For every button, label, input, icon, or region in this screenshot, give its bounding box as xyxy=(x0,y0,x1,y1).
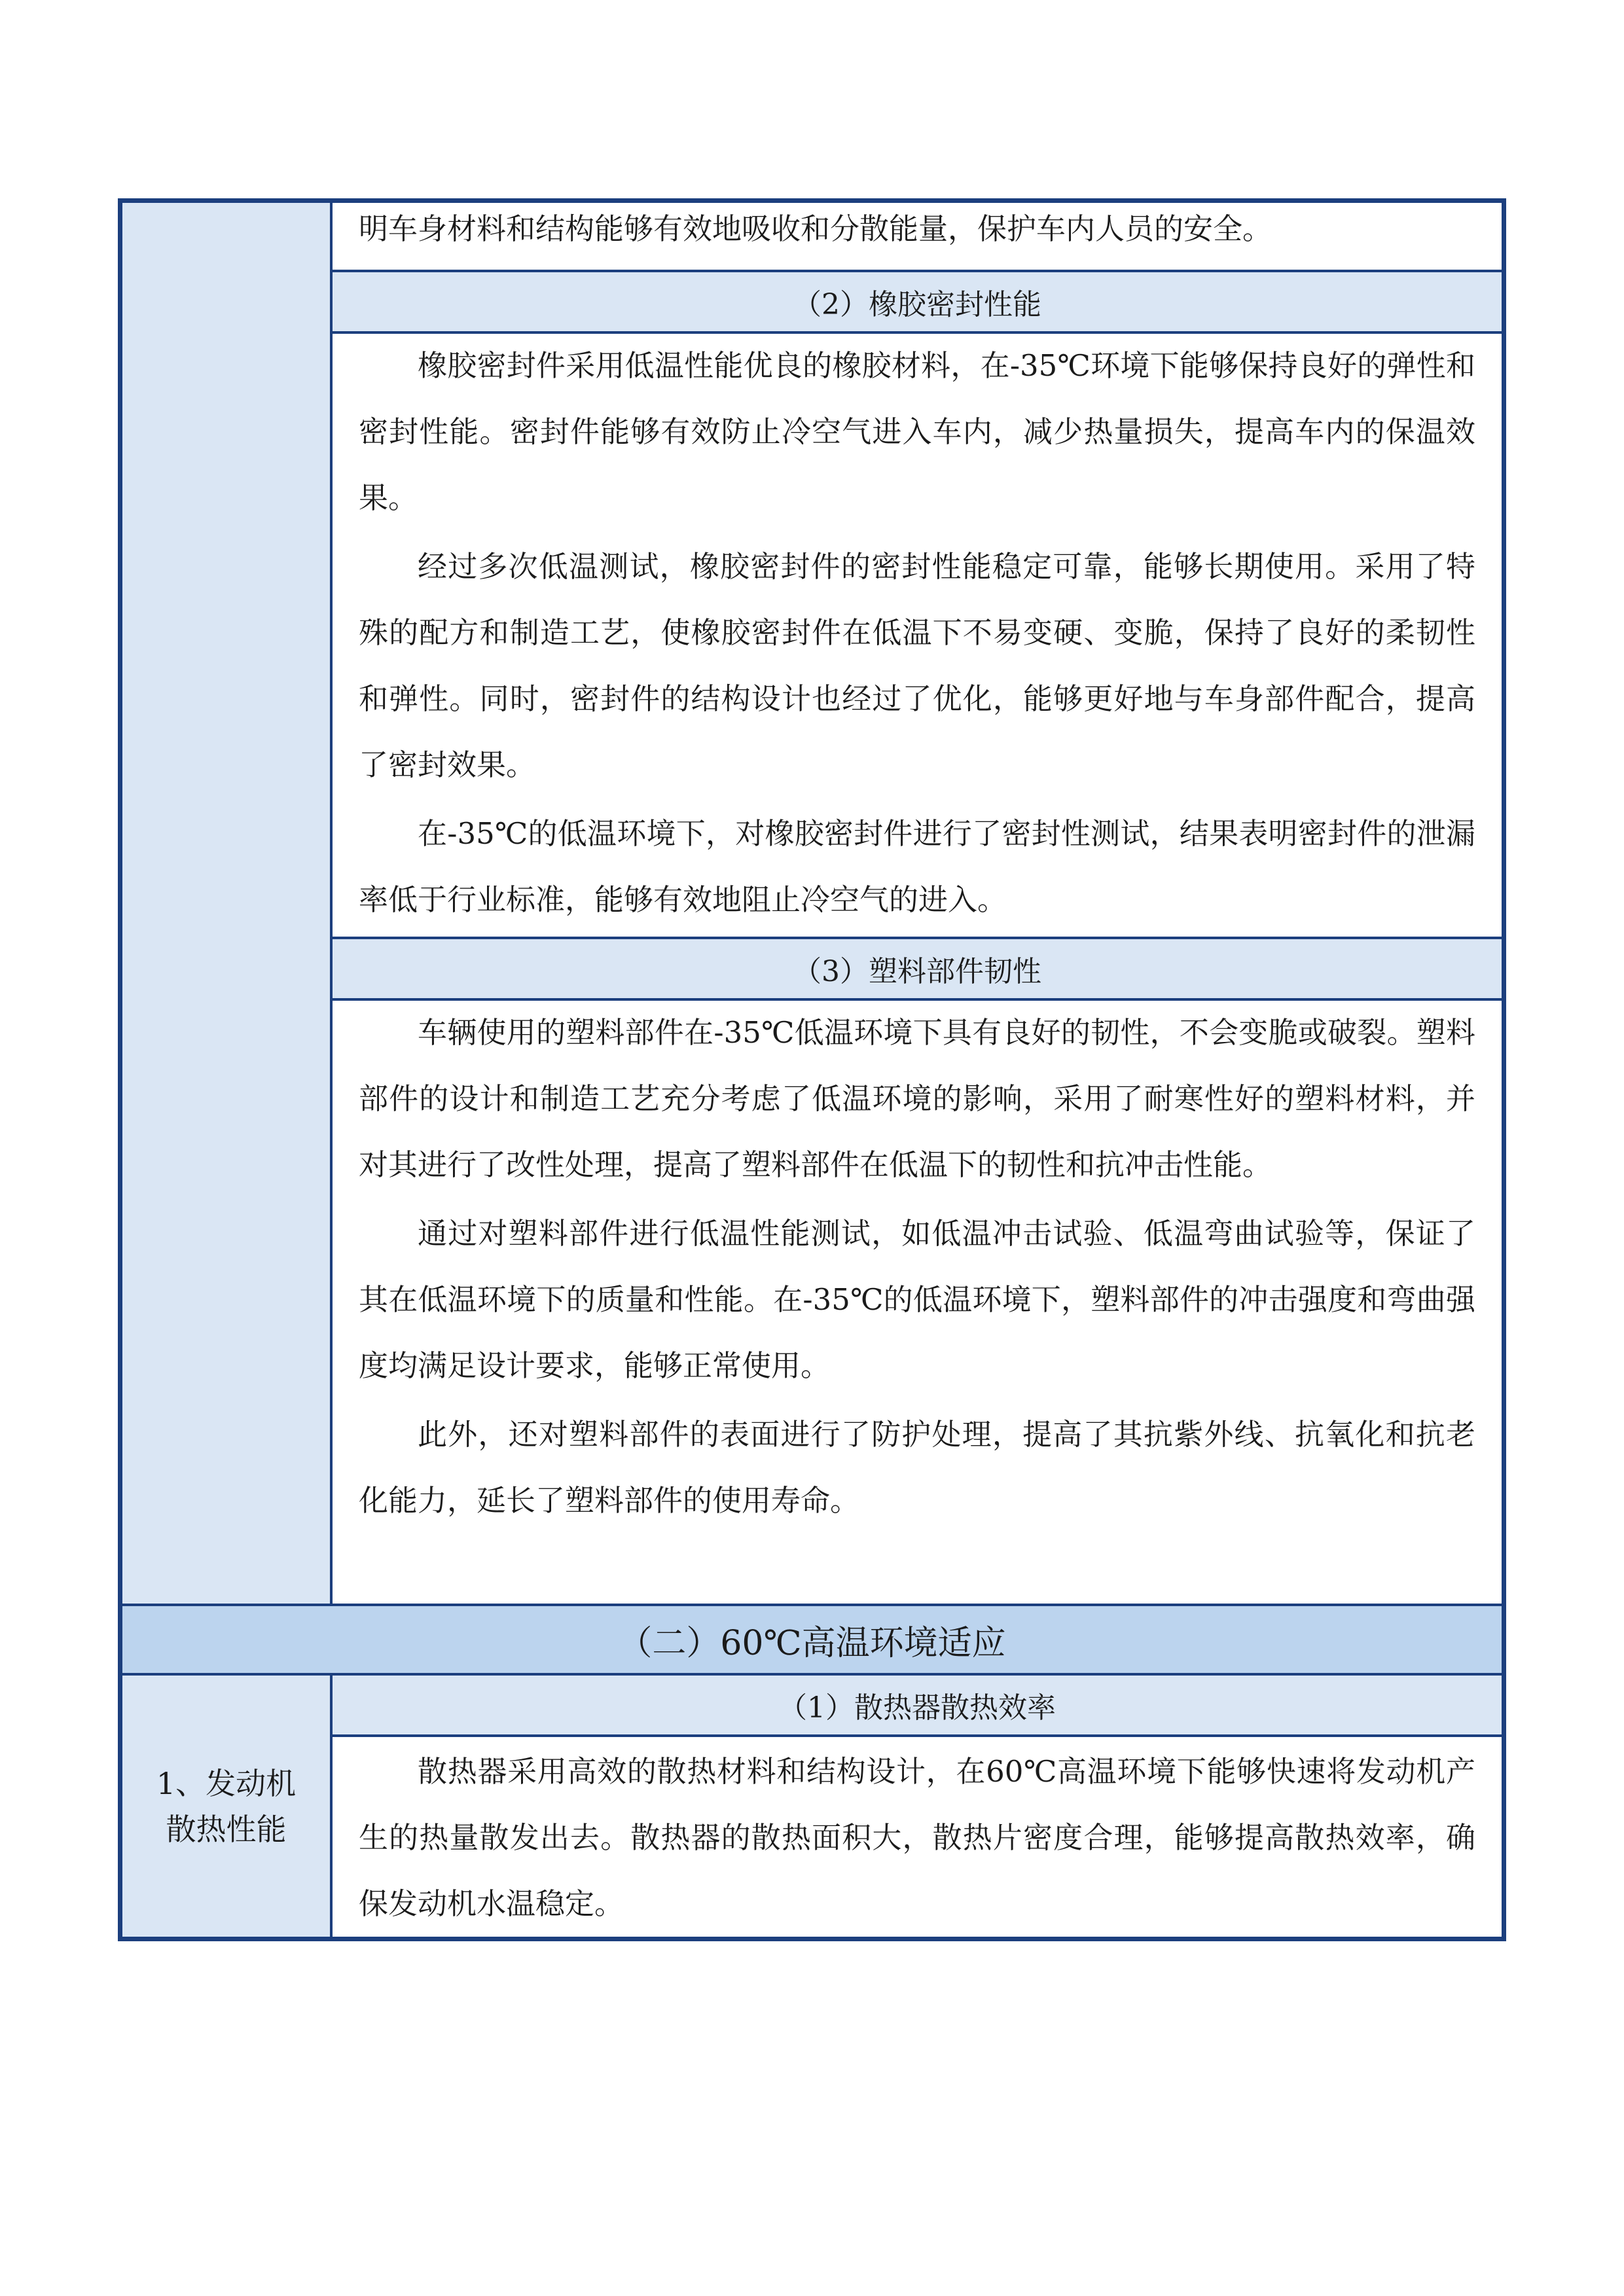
row-divider xyxy=(333,331,1502,334)
plastic-toughness-body xyxy=(333,998,1502,1604)
subheading-plastic-toughness: （3）塑料部件韧性 xyxy=(333,939,1502,998)
side-label-text: 1、发动机散热性能 xyxy=(156,1765,297,1847)
plastic-paragraph-2: 通过对塑料部件进行低温性能测试，如低温冲击试验、低温弯曲试验等，保证了其在低温环境下的质量和性能。在-35℃的低温环境下，塑料部件的冲击强度和弯曲强度均满足设计要求，能够正常使用。 xyxy=(359,1216,1475,1383)
plastic-paragraph-1: 车辆使用的塑料部件在-35℃低温环境下具有良好的韧性，不会变脆或破裂。塑料部件的设计和制造工艺充分考虑了低温环境的影响，采用了耐寒性好的塑料材料，并对其进行了改性处理，提高了塑料部件在低温下的韧性和抗冲击性能。 xyxy=(359,1015,1475,1182)
subheading-radiator-efficiency: （1）散热器散热效率 xyxy=(333,1676,1502,1734)
rubber-seal-paragraph-3: 在-35℃的低温环境下，对橡胶密封件进行了密封性测试，结果表明密封件的泄漏率低于行业标准，能够有效地阻止冷空气的进入。 xyxy=(359,816,1475,917)
row-divider xyxy=(333,998,1502,1001)
row-divider xyxy=(333,270,1502,272)
radiator-body xyxy=(333,1737,1502,1937)
side-column-upper xyxy=(122,203,330,1604)
plastic-paragraph-3: 此外，还对塑料部件的表面进行了防护处理，提高了其抗紫外线、抗氧化和抗老化能力，延长了塑料部件的使用寿命。 xyxy=(359,1417,1475,1518)
spec-table xyxy=(118,198,1506,1941)
row-divider xyxy=(122,1673,1502,1676)
side-label-engine-cooling xyxy=(122,1676,330,1937)
rubber-seal-paragraph-2: 经过多次低温测试，橡胶密封件的密封性能稳定可靠，能够长期使用。采用了特殊的配方和制造工艺，使橡胶密封件在低温下不易变硬、变脆，保持了良好的柔韧性和弹性。同时，密封件的结构设计也经过了优化，能够更好地与车身部件配合，提高了密封效果。 xyxy=(359,549,1475,782)
radiator-paragraph-1: 散热器采用高效的散热材料和结构设计，在60℃高温环境下能够快速将发动机产生的热量散发出去。散热器的散热面积大，散热片密度合理，能够提高散热效率，确保发动机水温稳定。 xyxy=(359,1754,1475,1921)
rubber-seal-body xyxy=(333,331,1502,930)
intro-tail-cell xyxy=(333,203,1502,270)
row-divider xyxy=(122,1604,1502,1606)
intro-tail-text: 明车身材料和结构能够有效地吸收和分散能量，保护车内人员的安全。 xyxy=(359,211,1272,246)
column-divider-lower xyxy=(330,1673,333,1937)
column-divider-upper xyxy=(330,203,333,1606)
subheading-rubber-seal: （2）橡胶密封性能 xyxy=(333,272,1502,331)
row-divider xyxy=(333,937,1502,939)
rubber-seal-paragraph-1: 橡胶密封件采用低温性能优良的橡胶材料，在-35℃环境下能够保持良好的弹性和密封性能。密封件能够有效防止冷空气进入车内，减少热量损失，提高车内的保温效果。 xyxy=(359,348,1475,515)
row-divider xyxy=(333,1734,1502,1737)
section-heading-high-temp: （二）60℃高温环境适应 xyxy=(122,1606,1502,1673)
